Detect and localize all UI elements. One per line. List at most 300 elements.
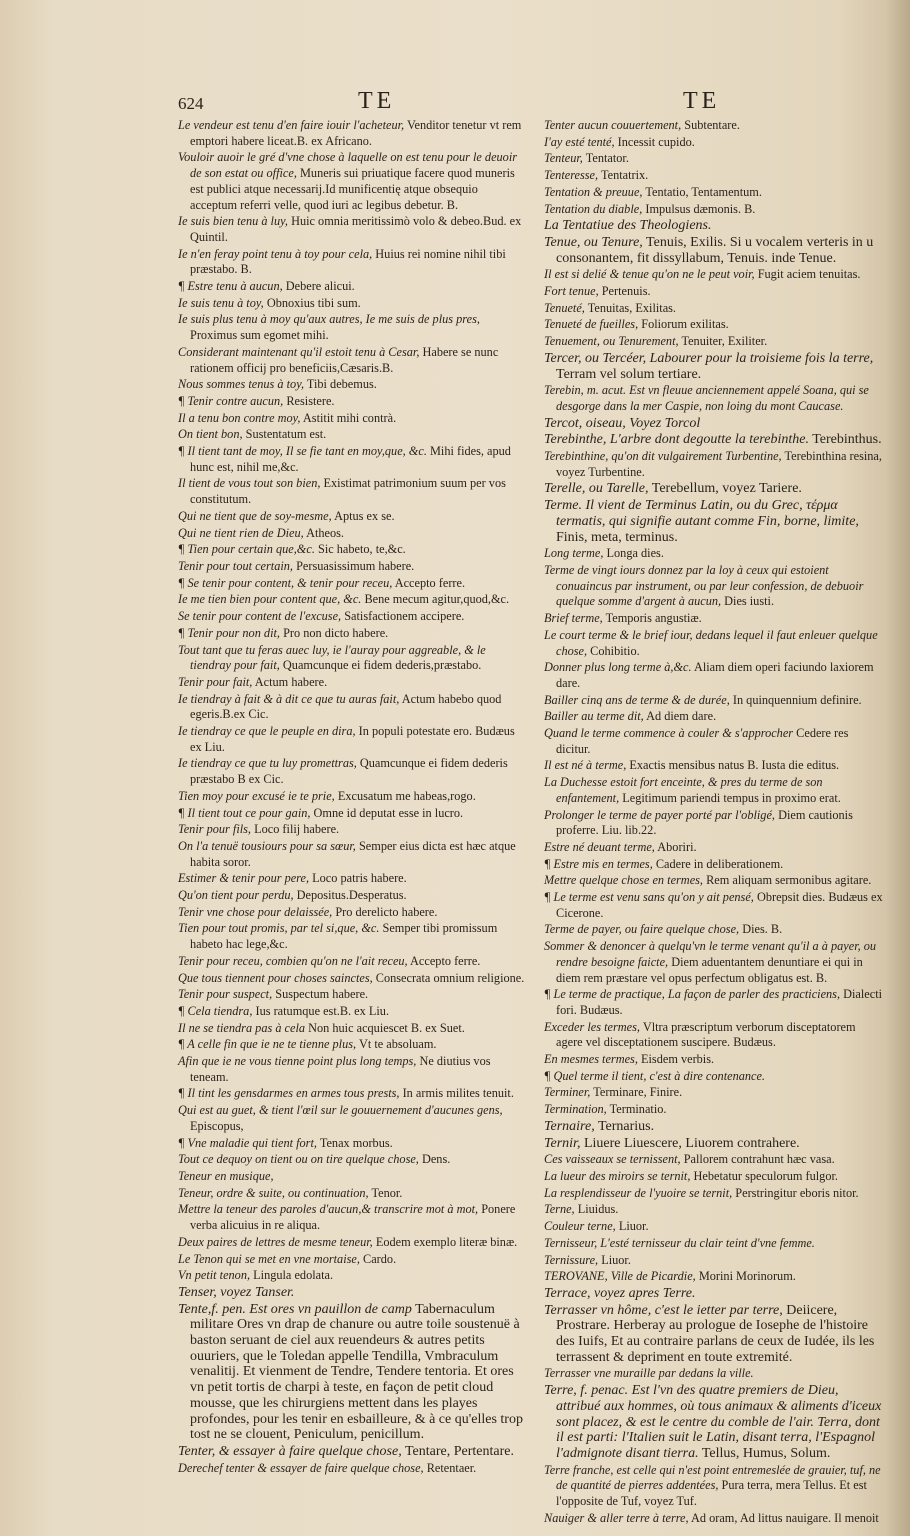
dictionary-entry bbox=[544, 317, 884, 333]
entry-latin: Consecrata omnium religione. bbox=[375, 970, 525, 985]
dictionary-entry bbox=[178, 1152, 526, 1168]
entry-latin: Impulsus dæmonis. B. bbox=[645, 201, 756, 216]
dictionary-entry bbox=[544, 693, 884, 709]
entry-latin: In populi potestate ero. Budæus ex Liu. bbox=[190, 724, 515, 754]
dictionary-entry bbox=[178, 1285, 526, 1301]
entry-latin: Ponere verba alicuius in re aliqua. bbox=[190, 1202, 516, 1233]
entry-latin: Bene mecum agitur,quod,&c. bbox=[364, 592, 510, 607]
entry-french: Tenueté de fueilles, bbox=[544, 317, 639, 332]
entry-latin: Debere alicui. bbox=[285, 279, 355, 294]
dictionary-entry bbox=[544, 563, 884, 610]
dictionary-entry bbox=[544, 890, 884, 921]
dictionary-entry bbox=[178, 1235, 526, 1251]
entry-latin: Accepto ferre. bbox=[410, 953, 481, 968]
entry-latin: Proximus sum egomet mihi. bbox=[190, 328, 329, 343]
entry-french: Ie me tien bien pour content que, &c. bbox=[178, 592, 362, 607]
entry-french: Tenir pour fait, bbox=[178, 674, 253, 689]
entry-french: Ie suis bien tenu à luy, bbox=[178, 214, 288, 229]
dictionary-entry bbox=[178, 1252, 526, 1268]
entry-latin: Subtentare. bbox=[684, 118, 740, 132]
dictionary-entry bbox=[544, 498, 884, 545]
dictionary-entry bbox=[544, 432, 884, 448]
entry-french: ¶ Se tenir pour content, & tenir pour receu, bbox=[178, 575, 393, 590]
entry-latin: Excusatum me habeas,rogo. bbox=[337, 788, 476, 803]
entry-french: Le vendeur est tenu d'en faire iouir l'acheteur, bbox=[178, 118, 405, 132]
dictionary-entry bbox=[178, 1054, 526, 1085]
entry-latin: Aptus ex se. bbox=[334, 508, 395, 523]
entry-latin: Pro non dicto habere. bbox=[283, 625, 389, 640]
dictionary-entry bbox=[544, 1463, 884, 1510]
entry-french: Il est si delié & tenue qu'on ne le peut voir, bbox=[544, 267, 755, 282]
entry-french: Terebinthine, qu'on dit vulgairement Turbentine, bbox=[544, 449, 782, 464]
entry-french: Terme de vingt iours donnez par la loy à ceux qui estoient conuaincus par instrument, ou par leur confession, de debuoir quelque somme d'argent à aucun, bbox=[544, 562, 864, 609]
entry-french: Estimer & tenir pour pere, bbox=[178, 871, 310, 886]
dictionary-entry bbox=[544, 1069, 884, 1085]
dictionary-entry bbox=[178, 576, 526, 592]
entry-latin: Ternarius. bbox=[597, 1118, 655, 1134]
dictionary-entry bbox=[544, 628, 884, 659]
entry-french: Tente,f. pen. Est ores vn pauillon de camp bbox=[178, 1301, 412, 1317]
entry-latin: Muneris sui priuatique facere quod muneris est publici atque necessarij.Id munificentię atque obsequio acceptum referri velle, quod iuri ac legibus debetur. B. bbox=[190, 166, 515, 212]
dictionary-entry bbox=[544, 449, 884, 480]
entry-latin: Cohibitio. bbox=[590, 643, 640, 658]
dictionary-entry bbox=[544, 1020, 884, 1051]
dictionary-entry bbox=[544, 611, 884, 627]
entry-french: Teneur en musique, bbox=[178, 1169, 274, 1183]
entry-french: Tenir pour tout certain, bbox=[178, 558, 294, 573]
dictionary-entry bbox=[178, 150, 526, 213]
dictionary-entry bbox=[544, 1052, 884, 1068]
entry-french: Quand le terme commence à couler & s'approcher bbox=[544, 726, 794, 741]
entry-latin: Obrepsit dies. Budæus ex Cicerone. bbox=[556, 890, 883, 920]
dictionary-entry bbox=[178, 509, 526, 525]
entry-latin: Episcopus, bbox=[190, 1118, 244, 1133]
entry-french: ¶ Le terme est venu sans qu'on y ait pensé, bbox=[544, 890, 754, 905]
entry-french: ¶ Quel terme il tient, c'est à dire contenance. bbox=[544, 1068, 766, 1083]
dictionary-entry bbox=[544, 202, 884, 218]
entry-latin: Venditor tenetur vt rem emptori habere liceat.B. ex Africano. bbox=[190, 118, 522, 148]
dictionary-entry bbox=[544, 301, 884, 317]
entry-latin: Tentatio, Tentamentum. bbox=[645, 184, 762, 199]
entry-latin: Huius rei nomine nihil tibi præstabo. B. bbox=[190, 246, 506, 277]
dictionary-entry bbox=[178, 296, 526, 312]
entry-latin: Terminare, Finire. bbox=[593, 1085, 683, 1100]
entry-latin: Incessit cupido. bbox=[617, 134, 695, 149]
dictionary-entry bbox=[544, 758, 884, 774]
entry-latin: Persuasissimum habere. bbox=[296, 558, 415, 573]
dictionary-entry bbox=[544, 1253, 884, 1269]
dictionary-entry bbox=[178, 1004, 526, 1020]
entry-latin: Obnoxius tibi sum. bbox=[266, 295, 361, 310]
entry-french: Long terme, bbox=[544, 546, 604, 561]
entry-french: Terre, f. penac. Est l'vn des quatre premiers de Dieu, attribué aux hommes, où tous animaux & aliments d'iceux sont placez, & est le centre du comble de l'air. Terra, dont il est parti: l'Italien suit le Latin, disant terra, l'Espagnol l'admignote disant tierra. bbox=[544, 1383, 882, 1461]
entry-latin: Dies iusti. bbox=[724, 594, 775, 609]
entry-latin: Loco patris habere. bbox=[312, 871, 407, 886]
entry-french: Afin que ie ne vous tienne point plus long temps, bbox=[178, 1054, 417, 1069]
dictionary-entry bbox=[544, 118, 884, 134]
entry-latin: Semper tibi promissum habeto hac lege,&c. bbox=[190, 921, 498, 952]
dictionary-entry bbox=[178, 871, 526, 887]
entry-french: Ie tiendray ce que tu luy promettras, bbox=[178, 756, 357, 771]
dictionary-entry bbox=[178, 609, 526, 625]
entry-french: Tenser, voyez Tanser. bbox=[178, 1284, 295, 1300]
entry-latin: In armis milites tenuit. bbox=[402, 1086, 514, 1101]
dictionary-entry bbox=[544, 726, 884, 757]
entry-french: Tenteur, bbox=[544, 151, 583, 166]
entry-french: Terme de payer, ou faire quelque chose, bbox=[544, 922, 740, 937]
entry-french: ¶ Le terme de practique, La façon de parler des practiciens, bbox=[544, 987, 841, 1002]
dictionary-entry bbox=[178, 247, 526, 278]
entry-latin: Hebetatur speculorum fulgor. bbox=[693, 1169, 838, 1183]
dictionary-entry bbox=[544, 1136, 884, 1152]
entry-french: La Duchesse estoit fort enceinte, & pres du terme de son enfantement, bbox=[544, 775, 823, 805]
dictionary-entry bbox=[544, 1119, 884, 1135]
dictionary-entry bbox=[178, 905, 526, 921]
dictionary-entry bbox=[178, 476, 526, 507]
entry-latin: Lingula edolata. bbox=[253, 1268, 334, 1283]
dictionary-entry bbox=[544, 939, 884, 986]
entry-latin: Rem aliquam sermonibus agitare. bbox=[706, 873, 872, 888]
entry-latin: Diem cautionis proferre. Liu. lib.22. bbox=[556, 807, 853, 838]
entry-french: Termination, bbox=[544, 1102, 607, 1117]
dictionary-entry bbox=[178, 1461, 526, 1477]
entry-latin: Temporis angustiæ. bbox=[605, 611, 702, 626]
entry-latin: Actum habere. bbox=[254, 674, 328, 689]
entry-latin: Suspectum habere. bbox=[275, 987, 369, 1002]
entry-french: Ternir, bbox=[544, 1135, 581, 1151]
dictionary-entry bbox=[178, 1302, 526, 1443]
entry-latin: Atheos. bbox=[306, 525, 344, 540]
dictionary-entry bbox=[178, 1086, 526, 1102]
entry-french: I'ay esté tenté, bbox=[544, 134, 615, 149]
entry-latin: Vt te absoluam. bbox=[358, 1037, 437, 1052]
entry-french: Terme. Il vient de Terminus Latin, ou du Grec, τέρμα termatis, qui signifie autant comme Fin, borne, limite, bbox=[544, 498, 859, 529]
entry-french: La resplendisseur de l'yuoire se ternit, bbox=[544, 1185, 733, 1200]
entry-french: Terne, bbox=[544, 1202, 575, 1217]
entry-french: ¶ Il tint les gensdarmes en armes tous prests, bbox=[178, 1086, 400, 1101]
dictionary-entry bbox=[544, 1269, 884, 1285]
entry-latin: Accepto ferre. bbox=[394, 575, 466, 590]
dictionary-entry bbox=[544, 351, 884, 382]
entry-french: Terrasser vne muraille par dedans la ville. bbox=[544, 1366, 754, 1381]
entry-french: Tentation & preuue, bbox=[544, 184, 643, 199]
entry-latin: Actum habebo quod egeris.B.ex Cic. bbox=[190, 691, 502, 722]
entry-french: Vouloir auoir le gré d'vne chose à laquelle on est tenu pour le deuoir de son estat ou office, bbox=[178, 150, 518, 181]
entry-french: La lueur des miroirs se ternit, bbox=[544, 1169, 691, 1183]
entry-french: Tenueté, bbox=[544, 300, 585, 315]
entry-french: Tenuement, ou Tenurement, bbox=[544, 334, 679, 349]
entry-french: Le court terme & le brief iour, dedans lequel il faut enleuer quelque chose, bbox=[544, 627, 878, 658]
entry-latin: Sustentatum est. bbox=[245, 427, 327, 442]
entry-french: Terebinthe, L'arbre dont degoutte la terebinthe. bbox=[544, 432, 809, 448]
entry-french: ¶ Cela tiendra, bbox=[178, 1003, 253, 1018]
entry-french: On l'a tenuë tousiours pour sa sœur, bbox=[178, 838, 356, 853]
dictionary-entry bbox=[178, 377, 526, 393]
entry-french: On tient bon, bbox=[178, 427, 243, 442]
dictionary-entry bbox=[544, 808, 884, 839]
entry-latin: Omne id deputat esse in lucro. bbox=[313, 805, 464, 820]
dictionary-entry bbox=[544, 135, 884, 151]
dictionary-entry bbox=[178, 954, 526, 970]
entry-french: Tenir vne chose pour delaissée, bbox=[178, 904, 333, 919]
entry-latin: Terebinthina resina, voyez Turbentine. bbox=[556, 449, 882, 479]
entry-french: Mettre la teneur des paroles d'aucun,& transcrire mot à mot, bbox=[178, 1202, 479, 1217]
entry-french: Que tous tiennent pour choses sainctes, bbox=[178, 970, 373, 985]
entry-french: Teneur, ordre & suite, ou continuation, bbox=[178, 1185, 369, 1200]
entry-french: Tout tant que tu feras auec luy, ie l'auray pour aggreable, & le tiendray pour fait, bbox=[178, 642, 486, 673]
entry-french: Qu'on tient pour perdu, bbox=[178, 888, 294, 903]
dictionary-entry bbox=[178, 592, 526, 608]
dictionary-entry bbox=[178, 312, 526, 343]
entry-latin: Aboriri. bbox=[657, 839, 697, 854]
dictionary-entry bbox=[544, 1219, 884, 1235]
entry-latin: Dies. B. bbox=[742, 922, 783, 937]
entry-latin: Habere se nunc rationem officij pro beneficiis,Cæsaris.B. bbox=[190, 344, 499, 375]
entry-latin: Semper eius dicta est hæc atque habita soror. bbox=[190, 838, 516, 869]
dictionary-entry bbox=[178, 279, 526, 295]
dictionary-entry bbox=[178, 214, 526, 245]
entry-latin: Pallorem contrahunt hæc vasa. bbox=[683, 1152, 835, 1167]
entry-french: Ternissure, bbox=[544, 1252, 599, 1267]
entry-french: Se tenir pour content de l'excuse, bbox=[178, 609, 342, 624]
dictionary-entry bbox=[544, 987, 884, 1018]
entry-french: ¶ Il tient tant de moy, Il se fie tant en moy,que, &c. bbox=[178, 444, 427, 459]
entry-french: Terminer, bbox=[544, 1085, 591, 1100]
entry-french: Couleur terne, bbox=[544, 1219, 616, 1234]
entry-french: ¶ Tenir pour non dit, bbox=[178, 625, 280, 640]
entry-french: Vn petit tenon, bbox=[178, 1268, 251, 1283]
entry-french: Tien pour tout promis, par tel si,que, &c. bbox=[178, 921, 380, 936]
entry-french: Terrasser vn hôme, c'est le ietter par terre, bbox=[544, 1302, 783, 1318]
entry-french: ¶ Estre tenu à aucun, bbox=[178, 279, 283, 294]
entry-french: Tercer, ou Tercéer, Labourer pour la troisieme fois la terre, bbox=[544, 350, 874, 366]
entry-latin: Finis, meta, terminus. bbox=[556, 529, 678, 545]
entry-latin: Retentaer. bbox=[426, 1460, 477, 1475]
dictionary-entry bbox=[178, 411, 526, 427]
entry-french: Estre né deuant terme, bbox=[544, 839, 655, 854]
dictionary-entry bbox=[544, 185, 884, 201]
entry-french: ¶ A celle fin que ie ne te tienne plus, bbox=[178, 1037, 357, 1052]
entry-latin: Quamcunque ei fidem dederis præstabo B ex Cic. bbox=[190, 756, 508, 787]
entry-french: Tenir pour fils, bbox=[178, 822, 252, 837]
entry-latin: Cedere res dicitur. bbox=[556, 726, 849, 756]
entry-french: Tercot, oiseau, Voyez Torcol bbox=[544, 415, 701, 431]
entry-french: ¶ Vne maladie qui tient fort, bbox=[178, 1135, 317, 1150]
dictionary-entry bbox=[178, 542, 526, 558]
entry-french: Il a tenu bon contre moy, bbox=[178, 410, 301, 425]
entry-latin: Foliorum exilitas. bbox=[641, 317, 729, 332]
entry-latin: Liuor. bbox=[601, 1252, 631, 1267]
entry-french: TEROVANE, Ville de Picardie, bbox=[544, 1269, 696, 1284]
entry-french: Il est né à terme, bbox=[544, 758, 627, 773]
entry-latin: Tenor. bbox=[371, 1185, 403, 1200]
entry-latin: Tentator. bbox=[585, 151, 629, 166]
entry-french: Mettre quelque chose en termes, bbox=[544, 873, 704, 888]
entry-latin: Tellus, Humus, Solum. bbox=[701, 1445, 831, 1461]
entry-french: Tenter, & essayer à faire quelque chose, bbox=[178, 1443, 402, 1459]
entry-french: Terelle, ou Tarelle, bbox=[544, 481, 649, 497]
entry-latin: Ne diutius vos teneam. bbox=[190, 1054, 491, 1084]
dictionary-entry bbox=[544, 922, 884, 938]
entry-latin: Ius ratumque est.B. ex Liu. bbox=[255, 1003, 390, 1018]
entry-latin: Sic habeto, te,&c. bbox=[317, 542, 406, 557]
dictionary-entry bbox=[544, 660, 884, 691]
dictionary-entry bbox=[544, 284, 884, 300]
entry-latin: Tenuitas, Exilitas. bbox=[587, 300, 677, 315]
dictionary-entry bbox=[178, 692, 526, 723]
entry-french: Terebin, m. acut. Est vn fleuue anciennement appelé Soana, qui se desgorge dans la mer Caspie, non loing du mont Caucase. bbox=[544, 383, 869, 413]
entry-french: En mesmes termes, bbox=[544, 1052, 638, 1067]
entry-french: Tenir pour suspect, bbox=[178, 987, 273, 1002]
entry-latin: Loco filij habere. bbox=[254, 822, 340, 837]
dictionary-entry bbox=[178, 444, 526, 475]
dictionary-entry bbox=[178, 839, 526, 870]
dictionary-entry bbox=[178, 1169, 526, 1185]
dictionary-entry bbox=[178, 1037, 526, 1053]
page-edge-shadow bbox=[886, 0, 910, 1536]
dictionary-entry bbox=[544, 840, 884, 856]
entry-french: Sommer & denoncer à quelqu'vn le terme venant qu'il a à payer, ou rendre besoigne faicte, bbox=[544, 939, 877, 969]
entry-french: ¶ Tien pour certain que,&c. bbox=[178, 542, 315, 557]
dictionary-entry bbox=[178, 888, 526, 904]
entry-latin: Cadere in deliberationem. bbox=[655, 856, 784, 871]
entry-latin: Quamcunque ei fidem dederis,præstabo. bbox=[282, 658, 482, 673]
dictionary-entry bbox=[178, 1202, 526, 1233]
dictionary-entry bbox=[178, 806, 526, 822]
dictionary-entry bbox=[544, 1085, 884, 1101]
entry-latin: Astitit mihi contrà. bbox=[302, 410, 397, 425]
dictionary-entry bbox=[178, 789, 526, 805]
entry-latin: Dialecti fori. Budæus. bbox=[556, 987, 883, 1017]
entry-french: Ces vaisseaux se ternissent, bbox=[544, 1152, 681, 1167]
dictionary-entry bbox=[178, 971, 526, 987]
entry-latin: Tenuis, Exilis. Si u vocalem verteris in u consonantem, fit dissyllabum, Tenuis. inde Tenue. bbox=[556, 234, 874, 266]
dictionary-entry bbox=[544, 1303, 884, 1366]
entry-french: Ternisseur, L'esté ternisseur du clair teint d'vne femme. bbox=[544, 1235, 815, 1250]
entry-latin: Depositus.Desperatus. bbox=[296, 888, 407, 903]
entry-french: Nous sommes tenus à toy, bbox=[178, 377, 305, 392]
dictionary-entry bbox=[178, 1021, 526, 1037]
entry-latin: Legitimum pariendi tempus in proximo erat. bbox=[622, 790, 841, 805]
entry-latin: Tenax morbus. bbox=[319, 1135, 393, 1150]
entry-latin: Terebellum, voyez Tariere. bbox=[651, 481, 802, 497]
entry-french: Bailler cinq ans de terme & de durée, bbox=[544, 692, 730, 707]
dictionary-entry bbox=[544, 481, 884, 497]
entry-latin: Terram vel solum tertiare. bbox=[556, 366, 702, 382]
entry-latin: Huic omnia meritissimò volo & debeo.Bud. ex Quintil. bbox=[190, 214, 522, 244]
entry-french: Derechef tenter & essayer de faire quelque chose, bbox=[178, 1460, 424, 1475]
entry-french: Terrace, voyez apres Terre. bbox=[544, 1285, 696, 1301]
entry-latin: Terebinthus. bbox=[812, 432, 882, 448]
entry-french: Tenter aucun couuertement, bbox=[544, 118, 682, 132]
entry-latin: Tabernaculum militare Ores vn drap de chanure ou autre toile soustenuë à baston seruant de ciel aux reuendeurs & autres petits ouuriers, que le Toledan appelle Tendilla, Vmbraculum venalitij. Et vienment de Tendre, Tendere tentoria. Et ores vn petit tortis de charpi à teste, en façon de petit cloud mousse, que les chirurgiens mettent dans les playes profondes, pour les tenir en esbailleure, & à ce qu'elles trop tost ne se clouent, Peniculum, penicillum. bbox=[190, 1301, 523, 1443]
dictionary-entry bbox=[178, 345, 526, 376]
page-header bbox=[178, 88, 890, 118]
entry-latin: Liuidus. bbox=[577, 1202, 619, 1217]
dictionary-entry bbox=[178, 1103, 526, 1134]
dictionary-entry bbox=[178, 559, 526, 575]
dictionary-entry bbox=[544, 235, 884, 266]
entry-latin: Aliam diem operi faciundo laxiorem dare. bbox=[556, 660, 874, 690]
entry-latin: Fugit aciem tenuitas. bbox=[757, 267, 861, 282]
dictionary-entry bbox=[178, 526, 526, 542]
dictionary-entry bbox=[178, 921, 526, 952]
dictionary-entry bbox=[178, 1444, 526, 1460]
entry-french: Qui ne tient que de soy-mesme, bbox=[178, 508, 332, 523]
entry-french: Tenteresse, bbox=[544, 168, 599, 183]
dictionary-entry bbox=[178, 1186, 526, 1202]
dictionary-entry bbox=[544, 873, 884, 889]
right-running-head: TE bbox=[683, 88, 721, 114]
entry-latin: Cardo. bbox=[363, 1251, 397, 1266]
entry-french: Tenue, ou Tenure, bbox=[544, 234, 643, 250]
entry-latin: Existimat patrimonium suum per vos constitutum. bbox=[190, 476, 506, 507]
dictionary-entry bbox=[544, 1236, 884, 1252]
dictionary-entry bbox=[178, 394, 526, 410]
entry-french: Nauiger & aller terre à terre, bbox=[544, 1510, 689, 1525]
entry-french: Brief terme, bbox=[544, 611, 603, 626]
entry-french: Tenir pour receu, combien qu'on ne l'ait receu, bbox=[178, 953, 408, 968]
entry-french: Fort tenue, bbox=[544, 284, 599, 299]
dictionary-entry bbox=[178, 1136, 526, 1152]
entry-latin: Vltra præscriptum verborum disceptatorem agere vel disceptationem suscipere. Budæus. bbox=[556, 1019, 856, 1050]
entry-french: ¶ Tenir contre aucun, bbox=[178, 393, 284, 408]
page-number: 624 bbox=[178, 94, 204, 113]
dictionary-entry bbox=[178, 822, 526, 838]
entry-french: ¶ Il tient tout ce pour gain, bbox=[178, 805, 311, 820]
entry-latin: Dens. bbox=[421, 1152, 451, 1167]
dictionary-entry bbox=[544, 709, 884, 725]
entry-french: Tentation du diable, bbox=[544, 201, 643, 216]
entry-latin: Tenuiter, Exiliter. bbox=[681, 334, 768, 349]
entry-latin: Perstringitur eboris nitor. bbox=[735, 1185, 859, 1200]
dictionary-entry bbox=[544, 334, 884, 350]
entry-french: Ie suis tenu à toy, bbox=[178, 295, 264, 310]
entry-french: Ie tiendray à fait & à dit ce que tu auras fait, bbox=[178, 691, 400, 706]
entry-french: Ie suis plus tenu à moy qu'aux autres, Ie me suis de plus pres, bbox=[178, 312, 480, 327]
dictionary-entry bbox=[544, 1366, 884, 1382]
entry-french: Deux paires de lettres de mesme teneur, bbox=[178, 1234, 373, 1249]
entry-latin: Deiicere, Prostrare. Herberay au prologue de Iosephe de l'histoire des Iuifs, Et au contraire parlans de ceux de Iudée, ils les terrassent & depriment en toute extremité. bbox=[556, 1302, 875, 1365]
dictionary-entry bbox=[544, 1186, 884, 1202]
dictionary-entry bbox=[544, 416, 884, 432]
dictionary-entry bbox=[178, 756, 526, 787]
entry-french: Exceder les termes, bbox=[544, 1019, 640, 1034]
dictionary-entry bbox=[544, 1286, 884, 1302]
entry-latin: Eisdem verbis. bbox=[641, 1052, 715, 1067]
right-column bbox=[544, 118, 884, 1527]
entry-latin: Mihi fides, apud hunc est, nihil me,&c. bbox=[190, 444, 511, 474]
dictionary-entry bbox=[544, 1152, 884, 1168]
entry-french: Il tient de vous tout son bien, bbox=[178, 476, 321, 491]
dictionary-entry bbox=[178, 724, 526, 755]
left-column bbox=[178, 118, 526, 1477]
entry-french: Ie n'en feray point tenu à toy pour cela, bbox=[178, 246, 373, 261]
entry-french: Prolonger le terme de payer porté par l'obligé, bbox=[544, 807, 775, 822]
entry-latin: Morini Morinorum. bbox=[698, 1269, 796, 1284]
entry-french: Considerant maintenant qu'il estoit tenu à Cesar, bbox=[178, 344, 420, 359]
dictionary-entry bbox=[178, 1268, 526, 1284]
dictionary-entry bbox=[544, 383, 884, 414]
entry-latin: Terminatio. bbox=[609, 1102, 667, 1117]
entry-french: Donner plus long terme à,&c. bbox=[544, 660, 692, 675]
dictionary-entry bbox=[544, 1169, 884, 1185]
dictionary-entry bbox=[544, 168, 884, 184]
entry-latin: Pura terra, mera Tellus. Et est l'opposite de Tuf, voyez Tuf. bbox=[556, 1478, 867, 1509]
entry-latin: Ad oram, Ad littus nauigare. Il menoit bbox=[691, 1510, 879, 1525]
entry-french: Qui ne tient rien de Dieu, bbox=[178, 525, 304, 540]
dictionary-entry bbox=[544, 1511, 884, 1527]
